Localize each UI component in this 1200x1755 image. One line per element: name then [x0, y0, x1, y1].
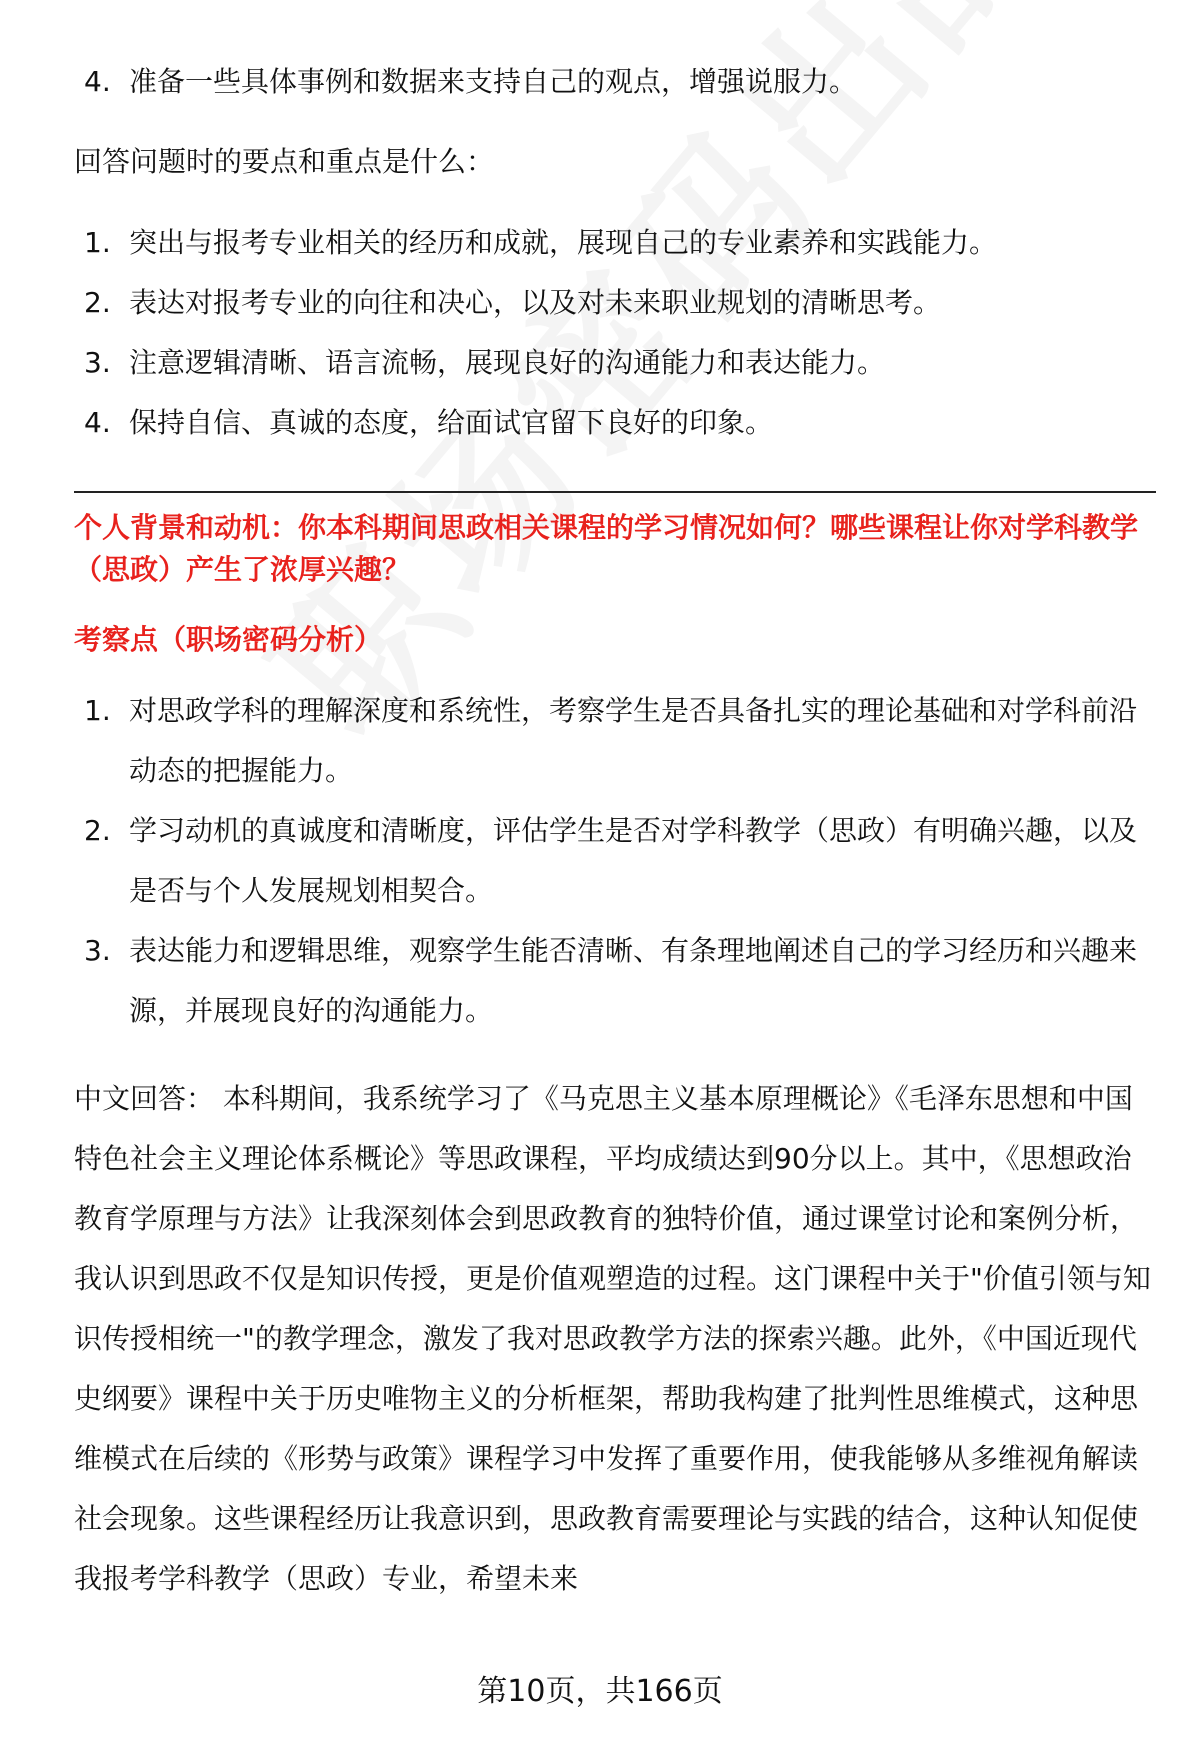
list-item	[74, 333, 1154, 393]
list-item-text: 学习动机的真诚度和清晰度，评估学生是否对学科教学（思政）有明确兴趣，以及是否与个人发展规划相契合。	[129, 814, 1138, 907]
list-item-text: 注意逻辑清晰、语言流畅，展现良好的沟通能力和表达能力。	[129, 346, 886, 379]
list-item-text: 准备一些具体事例和数据来支持自己的观点，增强说服力。	[129, 65, 858, 98]
list-item	[74, 801, 1154, 921]
list-item-number: 2.	[84, 814, 111, 847]
list-item	[74, 213, 1154, 273]
key-points-heading: 回答问题时的要点和重点是什么：	[74, 145, 495, 178]
key-points-list	[74, 213, 1154, 453]
page-footer: 第10页，共166页	[477, 1674, 723, 1709]
top-list	[74, 52, 1154, 112]
list-item-number: 3.	[84, 346, 111, 379]
question-heading: 个人背景和动机：你本科期间思政相关课程的学习情况如何？哪些课程让你对学科教学（思政）产生了浓厚兴趣？	[74, 511, 1139, 586]
list-item	[74, 52, 1154, 112]
exam-points-heading: 考察点（职场密码分析）	[74, 623, 383, 656]
list-item-text: 保持自信、真诚的态度，给面试官留下良好的印象。	[129, 406, 774, 439]
list-item-number: 3.	[84, 934, 111, 967]
list-item-number: 1.	[84, 694, 111, 727]
answer-paragraph: 中文回答： 本科期间，我系统学习了《马克思主义基本原理概论》《毛泽东思想和中国特色社会主义理论体系概论》等思政课程，平均成绩达到90分以上。其中，《思想政治教育学原理与方法》让我深刻体会到思政教育的独特价值，通过课堂讨论和案例分析，我认识到思政不仅是知识传授，更是价值观塑造的过程。这门课程中关于"价值引领与知识传授相统一"的教学理念，激发了我对思政教学方法的探索兴趣。此外，《中国近现代史纲要》课程中关于历史唯物主义的分析框架，帮助我构建了批判性思维模式，这种思维模式在后续的《形势与政策》课程学习中发挥了重要作用，使我能够从多维视角解读社会现象。这些课程经历让我意识到，思政教育需要理论与实践的结合，这种认知促使我报考学科教学（思政）专业，希望未来	[74, 1082, 1151, 1595]
list-item	[74, 921, 1154, 1041]
list-item-text: 突出与报考专业相关的经历和成就，展现自己的专业素养和实践能力。	[129, 226, 998, 259]
list-item	[74, 393, 1154, 453]
list-item	[74, 681, 1154, 801]
page-content	[74, 0, 1154, 1609]
list-item-text: 对思政学科的理解深度和系统性，考察学生是否具备扎实的理论基础和对学科前沿动态的把握能力。	[129, 694, 1138, 787]
exam-points-list	[74, 681, 1154, 1041]
list-item-text: 表达对报考专业的向往和决心，以及对未来职业规划的清晰思考。	[129, 286, 942, 319]
list-item-number: 2.	[84, 286, 111, 319]
list-item-number: 4.	[84, 65, 111, 98]
list-item-text: 表达能力和逻辑思维，观察学生能否清晰、有条理地阐述自己的学习经历和兴趣来源，并展现良好的沟通能力。	[129, 934, 1138, 1027]
list-item	[74, 273, 1154, 333]
list-item-number: 1.	[84, 226, 111, 259]
list-item-number: 4.	[84, 406, 111, 439]
